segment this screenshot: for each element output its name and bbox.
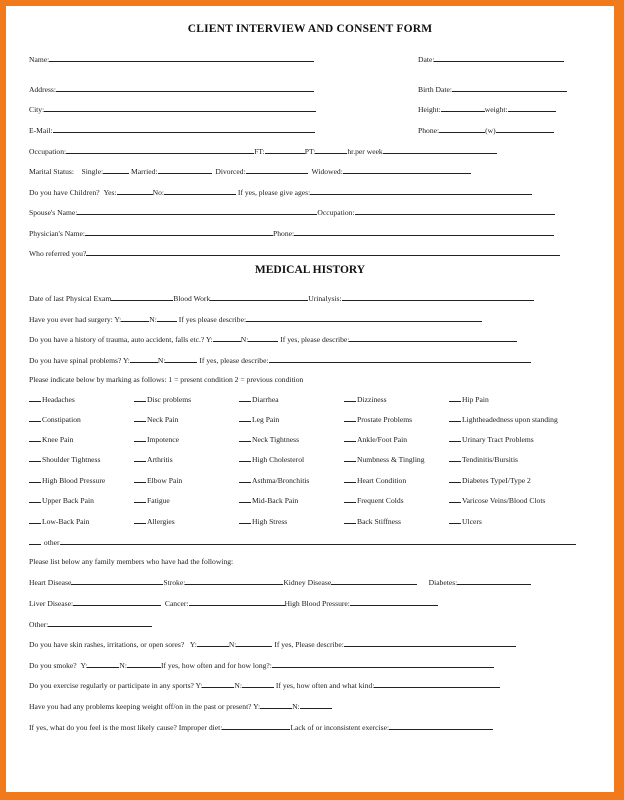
exercise-y-field[interactable] bbox=[202, 678, 234, 688]
skin-n-field[interactable] bbox=[236, 637, 272, 647]
condition-item bbox=[344, 393, 387, 407]
row-height bbox=[418, 102, 556, 116]
condition-label: Prostate Problems bbox=[357, 415, 413, 424]
liver-disease-label: Liver Disease: bbox=[29, 599, 74, 608]
last-exam-field[interactable] bbox=[111, 291, 173, 301]
condition-label: Diarrhea bbox=[252, 395, 279, 404]
condition-item bbox=[29, 494, 94, 508]
birth-date-label: Birth Date: bbox=[418, 85, 452, 94]
row-spinal bbox=[29, 353, 531, 367]
divorced-label: Divorced: bbox=[215, 167, 246, 176]
liver-disease-field[interactable] bbox=[73, 596, 161, 606]
skin-n-label: N: bbox=[228, 640, 237, 649]
family-other-field[interactable] bbox=[48, 617, 152, 627]
children-no-field[interactable] bbox=[164, 185, 236, 195]
condition-item bbox=[29, 474, 105, 488]
condition-mark-field[interactable] bbox=[449, 433, 461, 442]
exercise-n-field[interactable] bbox=[242, 678, 274, 688]
stroke-label: Stroke: bbox=[163, 578, 186, 587]
smoke-n-field[interactable] bbox=[127, 658, 161, 668]
condition-label: High Stress bbox=[252, 517, 288, 526]
row-weight-problems bbox=[29, 699, 332, 713]
spinal-describe-field[interactable] bbox=[269, 353, 531, 363]
condition-item bbox=[344, 413, 412, 427]
condition-label: Neck Pain bbox=[147, 415, 179, 424]
condition-label: Frequent Colds bbox=[357, 496, 404, 505]
diabetes-field[interactable] bbox=[457, 575, 531, 585]
occupation-label: Occupation: bbox=[29, 147, 67, 156]
urinalysis-field[interactable] bbox=[342, 291, 534, 301]
condition-label: Headaches bbox=[42, 395, 75, 404]
phone-work-field[interactable] bbox=[496, 123, 554, 133]
condition-mark-field[interactable] bbox=[449, 515, 461, 524]
condition-item bbox=[29, 515, 89, 529]
condition-mark-field[interactable] bbox=[29, 474, 41, 483]
row-phone bbox=[418, 123, 554, 137]
condition-item bbox=[239, 494, 298, 508]
address-field[interactable] bbox=[56, 82, 314, 92]
surgery-n-label: N: bbox=[149, 315, 157, 324]
city-label: City: bbox=[29, 105, 45, 114]
skin-describe-label: If yes, Please describe: bbox=[274, 640, 344, 649]
condition-label: Shoulder Tightness bbox=[42, 455, 101, 464]
phone-label: Phone: bbox=[418, 126, 440, 135]
spouse-occupation-field[interactable] bbox=[355, 205, 555, 215]
name-label: Name: bbox=[29, 55, 50, 64]
condition-label: Hip Pain bbox=[462, 395, 489, 404]
condition-label: Impotence bbox=[147, 435, 180, 444]
condition-mark-field[interactable] bbox=[29, 393, 41, 402]
lack-exercise-label: Lack of or inconsistent exercise: bbox=[290, 723, 390, 732]
trauma-n-label: N: bbox=[240, 335, 249, 344]
row-physician bbox=[29, 226, 554, 240]
hbp-field[interactable] bbox=[350, 596, 438, 606]
date-label: Date: bbox=[418, 55, 435, 64]
condition-mark-field[interactable] bbox=[344, 474, 356, 483]
marital-label: Marital Status: bbox=[29, 167, 74, 176]
condition-item bbox=[344, 453, 425, 467]
condition-mark-field[interactable] bbox=[239, 453, 251, 462]
exercise-how-field[interactable] bbox=[374, 678, 500, 688]
smoke-how-label: If yes, how often and for how long?: bbox=[160, 661, 272, 670]
condition-mark-field[interactable] bbox=[134, 515, 146, 524]
single-label: Single: bbox=[81, 167, 104, 176]
condition-item bbox=[134, 494, 170, 508]
condition-item bbox=[449, 393, 489, 407]
row-family-other bbox=[29, 617, 152, 631]
children-no-label: No: bbox=[152, 188, 165, 197]
condition-mark-field[interactable] bbox=[134, 433, 146, 442]
ages-label: If yes, please give ages: bbox=[237, 188, 311, 197]
condition-label: Heart Condition bbox=[357, 476, 407, 485]
referred-label: Who referred you? bbox=[29, 249, 87, 258]
trauma-y-field[interactable] bbox=[213, 332, 241, 342]
condition-label: Ankle/Foot Pain bbox=[357, 435, 407, 444]
condition-label: Disc problems bbox=[147, 395, 192, 404]
surgery-describe-label: If yes please describe: bbox=[178, 315, 247, 324]
condition-label: Asthma/Bronchitis bbox=[252, 476, 310, 485]
spouse-name-label: Spouse's Name: bbox=[29, 208, 78, 217]
other-condition-label: other bbox=[43, 538, 60, 547]
condition-label: High Blood Pressure bbox=[42, 476, 106, 485]
children-label: Do you have Children? bbox=[29, 188, 100, 197]
condition-mark-field[interactable] bbox=[344, 393, 356, 402]
spinal-n-label: N: bbox=[157, 356, 166, 365]
smoke-n-label: N: bbox=[119, 661, 127, 670]
kidney-disease-field[interactable] bbox=[331, 575, 417, 585]
exercise-how-label: If yes, how often and what kind: bbox=[275, 681, 375, 690]
row-trauma bbox=[29, 332, 517, 346]
widowed-label: Widowed: bbox=[311, 167, 343, 176]
condition-label: Fatigue bbox=[147, 496, 170, 505]
kidney-disease-label: Kidney Disease bbox=[283, 578, 332, 587]
condition-item bbox=[29, 433, 73, 447]
condition-mark-field[interactable] bbox=[29, 515, 41, 524]
condition-label: Back Stiffness bbox=[357, 517, 401, 526]
hours-field[interactable] bbox=[383, 144, 497, 154]
condition-mark-field[interactable] bbox=[449, 413, 461, 422]
condition-item bbox=[29, 413, 81, 427]
row-name bbox=[29, 52, 314, 66]
condition-mark-field[interactable] bbox=[134, 453, 146, 462]
ft-label: FT: bbox=[254, 147, 265, 156]
condition-mark-field[interactable] bbox=[134, 413, 146, 422]
blood-work-field[interactable] bbox=[210, 291, 308, 301]
condition-mark-field[interactable] bbox=[449, 494, 461, 503]
indicate-instructions: Please indicate below by marking as follows: 1 = present condition 2 = previous condition bbox=[29, 375, 304, 384]
weight-y-field[interactable] bbox=[260, 699, 292, 709]
physician-name-field[interactable] bbox=[85, 226, 273, 236]
trauma-n-field[interactable] bbox=[248, 332, 278, 342]
condition-label: Tendinitis/Bursitis bbox=[462, 455, 519, 464]
condition-label: Constipation bbox=[42, 415, 81, 424]
row-skin bbox=[29, 637, 516, 651]
row-family-2 bbox=[29, 596, 438, 610]
pt-field[interactable] bbox=[315, 144, 347, 154]
condition-label: Lightheadedness upon standing bbox=[462, 415, 558, 424]
condition-mark-field[interactable] bbox=[239, 393, 251, 402]
condition-label: Upper Back Pain bbox=[42, 496, 94, 505]
phone-home-field[interactable] bbox=[439, 123, 485, 133]
condition-label: Varicose Veins/Blood Clots bbox=[462, 496, 546, 505]
blood-work-label: Blood Work bbox=[173, 294, 211, 303]
skin-y-label: Y: bbox=[189, 640, 197, 649]
row-birth-date bbox=[418, 82, 567, 96]
condition-item bbox=[449, 494, 545, 508]
surgery-n-field[interactable] bbox=[157, 312, 177, 322]
exercise-label: Do you exercise regularly or participate in any sports? Y: bbox=[29, 681, 203, 690]
condition-item bbox=[344, 474, 406, 488]
condition-mark-field[interactable] bbox=[344, 413, 356, 422]
condition-item bbox=[134, 433, 179, 447]
city-field[interactable] bbox=[44, 102, 316, 112]
spouse-name-field[interactable] bbox=[77, 205, 317, 215]
weight-problems-label: Have you had any problems keeping weight off/on in the past or present? Y: bbox=[29, 702, 261, 711]
condition-item bbox=[449, 433, 534, 447]
condition-item bbox=[239, 393, 279, 407]
condition-item bbox=[239, 453, 304, 467]
single-field[interactable] bbox=[103, 164, 129, 174]
surgery-y-field[interactable] bbox=[121, 312, 149, 322]
trauma-describe-label: If yes, please describe: bbox=[280, 335, 350, 344]
condition-mark-field[interactable] bbox=[29, 413, 41, 422]
row-children bbox=[29, 185, 532, 199]
condition-item bbox=[239, 433, 299, 447]
divorced-field[interactable] bbox=[246, 164, 308, 174]
condition-mark-field[interactable] bbox=[134, 474, 146, 483]
condition-item bbox=[134, 515, 175, 529]
condition-item bbox=[344, 494, 404, 508]
weight-label: weight: bbox=[484, 105, 508, 114]
row-family-1 bbox=[29, 575, 531, 589]
skin-y-field[interactable] bbox=[197, 637, 229, 647]
diabetes-label: Diabetes: bbox=[428, 578, 458, 587]
physician-name-label: Physician's Name: bbox=[29, 229, 85, 238]
row-occupation bbox=[29, 144, 497, 158]
condition-item bbox=[449, 413, 558, 427]
form-page bbox=[6, 6, 614, 792]
row-last-exam bbox=[29, 291, 534, 305]
condition-mark-field[interactable] bbox=[344, 433, 356, 442]
children-yes-label: Yes: bbox=[103, 188, 117, 197]
condition-item bbox=[134, 413, 178, 427]
email-field[interactable] bbox=[53, 123, 315, 133]
weight-field[interactable] bbox=[508, 102, 556, 112]
pt-label: PT: bbox=[304, 147, 316, 156]
children-yes-field[interactable] bbox=[117, 185, 153, 195]
email-label: E-Mail: bbox=[29, 126, 53, 135]
condition-mark-field[interactable] bbox=[29, 453, 41, 462]
spinal-y-field[interactable] bbox=[130, 353, 158, 363]
row-other-condition bbox=[29, 535, 576, 549]
row-email bbox=[29, 123, 315, 137]
birth-date-field[interactable] bbox=[452, 82, 567, 92]
condition-label: Numbness & Tingling bbox=[357, 455, 425, 464]
phone-w-label: (w) bbox=[485, 126, 496, 135]
row-exercise bbox=[29, 678, 500, 692]
last-exam-label: Date of last Physical Exam bbox=[29, 294, 112, 303]
condition-label: Urinary Tract Problems bbox=[462, 435, 534, 444]
physician-phone-label: Phone: bbox=[273, 229, 295, 238]
height-label: Height: bbox=[418, 105, 441, 114]
row-surgery bbox=[29, 312, 482, 326]
condition-mark-field[interactable] bbox=[449, 393, 461, 402]
skin-describe-field[interactable] bbox=[344, 637, 516, 647]
name-field[interactable] bbox=[49, 52, 314, 62]
condition-item bbox=[29, 453, 100, 467]
condition-label: Arthritis bbox=[147, 455, 173, 464]
condition-label: Neck Tightness bbox=[252, 435, 300, 444]
weight-n-field[interactable] bbox=[300, 699, 332, 709]
condition-item bbox=[239, 474, 309, 488]
condition-mark-field[interactable] bbox=[134, 494, 146, 503]
row-spouse bbox=[29, 205, 555, 219]
condition-mark-field[interactable] bbox=[29, 433, 41, 442]
surgery-label: Have you ever had surgery: Y: bbox=[29, 315, 122, 324]
row-marital bbox=[29, 164, 471, 178]
form-title: CLIENT INTERVIEW AND CONSENT FORM bbox=[187, 23, 433, 35]
row-date bbox=[418, 52, 564, 66]
condition-label: Mid-Back Pain bbox=[252, 496, 299, 505]
heart-disease-field[interactable] bbox=[71, 575, 163, 585]
ft-field[interactable] bbox=[265, 144, 305, 154]
trauma-describe-field[interactable] bbox=[349, 332, 517, 342]
condition-mark-field[interactable] bbox=[239, 433, 251, 442]
condition-item bbox=[449, 474, 531, 488]
smoke-y-label: Y: bbox=[80, 661, 88, 670]
married-field[interactable] bbox=[158, 164, 212, 174]
spinal-describe-label: If yes, please describe: bbox=[199, 356, 269, 365]
row-smoke bbox=[29, 658, 494, 672]
condition-item bbox=[344, 515, 401, 529]
smoke-label: Do you smoke? bbox=[29, 661, 77, 670]
family-intro-label: Please list below any family members who have had the following: bbox=[29, 557, 234, 566]
condition-item bbox=[239, 515, 287, 529]
hbp-label: High Blood Pressure: bbox=[284, 599, 350, 608]
condition-label: Dizziness bbox=[357, 395, 387, 404]
condition-mark-field[interactable] bbox=[344, 453, 356, 462]
condition-item bbox=[134, 393, 191, 407]
married-label: Married: bbox=[130, 167, 158, 176]
condition-item bbox=[29, 393, 75, 407]
heart-disease-label: Heart Disease bbox=[29, 578, 72, 587]
lack-exercise-field[interactable] bbox=[389, 720, 493, 730]
condition-mark-field[interactable] bbox=[449, 474, 461, 483]
smoke-y-field[interactable] bbox=[87, 658, 119, 668]
condition-label: Allergies bbox=[147, 517, 175, 526]
widowed-field[interactable] bbox=[343, 164, 471, 174]
condition-item bbox=[344, 433, 407, 447]
improper-diet-field[interactable] bbox=[222, 720, 290, 730]
spouse-occupation-label: Occupation: bbox=[317, 208, 355, 217]
family-other-label: Other: bbox=[29, 620, 49, 629]
condition-item bbox=[449, 453, 518, 467]
condition-mark-field[interactable] bbox=[239, 515, 251, 524]
condition-mark-field[interactable] bbox=[239, 474, 251, 483]
condition-mark-field[interactable] bbox=[344, 515, 356, 524]
row-city bbox=[29, 102, 316, 116]
medical-history-heading: MEDICAL HISTORY bbox=[254, 264, 366, 276]
stroke-field[interactable] bbox=[185, 575, 283, 585]
height-field[interactable] bbox=[441, 102, 485, 112]
condition-mark-field[interactable] bbox=[449, 453, 461, 462]
occupation-field[interactable] bbox=[66, 144, 254, 154]
condition-label: Leg Pain bbox=[252, 415, 280, 424]
smoke-how-field[interactable] bbox=[272, 658, 494, 668]
condition-label: Low-Back Pain bbox=[42, 517, 90, 526]
hr-per-week-label: hr.per week bbox=[347, 147, 383, 156]
condition-mark-field[interactable] bbox=[239, 413, 251, 422]
row-family-intro bbox=[29, 555, 233, 569]
skin-label: Do you have skin rashes, irritations, or open sores? bbox=[29, 640, 185, 649]
condition-mark-field[interactable] bbox=[344, 494, 356, 503]
row-address bbox=[29, 82, 314, 96]
cancer-field[interactable] bbox=[189, 596, 285, 606]
condition-mark-field[interactable] bbox=[239, 494, 251, 503]
address-label: Address: bbox=[29, 85, 56, 94]
date-field[interactable] bbox=[434, 52, 564, 62]
ages-field[interactable] bbox=[310, 185, 532, 195]
exercise-n-label: N: bbox=[234, 681, 242, 690]
surgery-describe-field[interactable] bbox=[246, 312, 482, 322]
cause-label: If yes, what do you feel is the most likely cause? Improper diet: bbox=[29, 723, 223, 732]
condition-mark-field[interactable] bbox=[134, 393, 146, 402]
condition-item bbox=[134, 474, 182, 488]
weight-n-label: N: bbox=[292, 702, 300, 711]
condition-label: Knee Pain bbox=[42, 435, 74, 444]
row-referred bbox=[29, 246, 560, 260]
condition-item bbox=[449, 515, 482, 529]
spinal-label: Do you have spinal problems? Y: bbox=[29, 356, 130, 365]
condition-item bbox=[239, 413, 279, 427]
condition-label: Diabetes TypeI/Type 2 bbox=[462, 476, 531, 485]
physician-phone-field[interactable] bbox=[294, 226, 554, 236]
condition-label: High Cholesterol bbox=[252, 455, 305, 464]
row-cause bbox=[29, 720, 493, 734]
urinalysis-label: Urinalysis: bbox=[308, 294, 342, 303]
other-mark-field[interactable] bbox=[29, 536, 41, 545]
other-condition-field[interactable] bbox=[60, 535, 576, 545]
referred-field[interactable] bbox=[86, 246, 560, 256]
trauma-label: Do you have a history of trauma, auto accident, falls etc.? Y: bbox=[29, 335, 213, 344]
condition-label: Ulcers bbox=[462, 517, 482, 526]
condition-item bbox=[134, 453, 173, 467]
spinal-n-field[interactable] bbox=[165, 353, 197, 363]
cancer-label: Cancer: bbox=[164, 599, 189, 608]
row-indicate bbox=[29, 373, 303, 387]
condition-label: Elbow Pain bbox=[147, 476, 183, 485]
condition-mark-field[interactable] bbox=[29, 494, 41, 503]
